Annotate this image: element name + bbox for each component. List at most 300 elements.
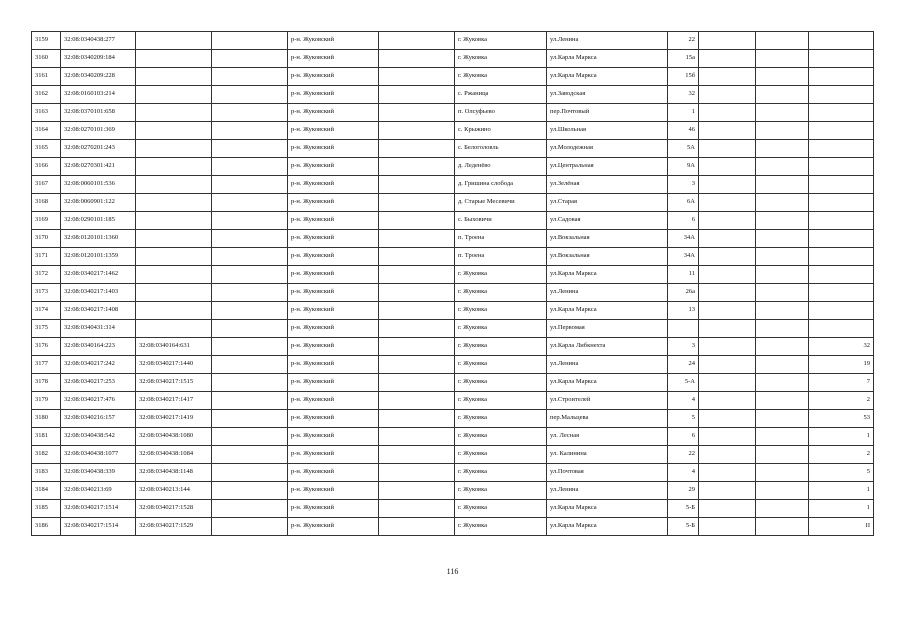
cell-settlement: г. Жуковка [455, 338, 547, 356]
cell-parent-cadastral-number: 32:08:0340217:1419 [136, 410, 212, 428]
cell-cadastral-number: 32:08:0160103:214 [61, 86, 136, 104]
cell-empty [699, 302, 756, 320]
cell-settlement: д. Гришина слобода [455, 176, 547, 194]
cell-record-number: 3174 [32, 302, 61, 320]
cell-district: р-н. Жуковский [288, 158, 379, 176]
cell-cadastral-number: 32:08:0340217:1403 [61, 284, 136, 302]
cell-apartment: 1 [809, 428, 874, 446]
cell-street: ул.Зелёная [547, 176, 668, 194]
cell-apartment [809, 230, 874, 248]
cell-district: р-н. Жуковский [288, 68, 379, 86]
table-row [32, 86, 874, 104]
cell-house: 46 [668, 122, 699, 140]
table-row [32, 284, 874, 302]
table-row [32, 518, 874, 536]
cell-house: 5-Б [668, 518, 699, 536]
cell-district: р-н. Жуковский [288, 284, 379, 302]
cell-house: 15б [668, 68, 699, 86]
cell-district: р-н. Жуковский [288, 320, 379, 338]
table-row [32, 428, 874, 446]
cell-apartment: 1 [809, 482, 874, 500]
cell-district: р-н. Жуковский [288, 248, 379, 266]
cell-parent-cadastral-number: 32:08:0340438:1080 [136, 428, 212, 446]
cell-settlement: п. Троена [455, 230, 547, 248]
cell-empty [212, 374, 288, 392]
table-row [32, 266, 874, 284]
cell-district: р-н. Жуковский [288, 32, 379, 50]
cell-apartment [809, 284, 874, 302]
cell-empty [756, 392, 809, 410]
cell-street: ул.Карла Либкнехта [547, 338, 668, 356]
cell-record-number: 3186 [32, 518, 61, 536]
cell-settlement: г. Жуковка [455, 356, 547, 374]
cell-empty [212, 428, 288, 446]
cell-empty [212, 284, 288, 302]
cell-house: 5А [668, 140, 699, 158]
cell-record-number: 3185 [32, 500, 61, 518]
cell-district: р-н. Жуковский [288, 302, 379, 320]
cell-settlement: г. Жуковка [455, 302, 547, 320]
cell-district: р-н. Жуковский [288, 266, 379, 284]
cell-settlement: г. Жуковка [455, 266, 547, 284]
cell-empty [699, 464, 756, 482]
cell-empty [379, 212, 455, 230]
table-row [32, 230, 874, 248]
cell-street: ул.Строителей [547, 392, 668, 410]
cell-house: 34А [668, 230, 699, 248]
cell-empty [379, 176, 455, 194]
cell-cadastral-number: 32:08:0340217:476 [61, 392, 136, 410]
cell-record-number: 3169 [32, 212, 61, 230]
cell-district: р-н. Жуковский [288, 212, 379, 230]
cell-empty [699, 428, 756, 446]
cell-settlement: г. Жуковка [455, 284, 547, 302]
cell-cadastral-number: 32:08:0340438:277 [61, 32, 136, 50]
cell-apartment: 2 [809, 446, 874, 464]
cell-empty [699, 86, 756, 104]
cell-empty [756, 464, 809, 482]
cell-empty [699, 500, 756, 518]
cell-empty [379, 392, 455, 410]
cell-empty [699, 104, 756, 122]
table-row [32, 302, 874, 320]
cell-district: р-н. Жуковский [288, 194, 379, 212]
cell-cadastral-number: 32:08:0340431:314 [61, 320, 136, 338]
cell-record-number: 3177 [32, 356, 61, 374]
cell-empty [756, 410, 809, 428]
cell-street: ул.Карла Маркса [547, 302, 668, 320]
cell-cadastral-number: 32:08:0270101:369 [61, 122, 136, 140]
cell-empty [756, 356, 809, 374]
cell-apartment: 5 [809, 464, 874, 482]
cell-district: р-н. Жуковский [288, 410, 379, 428]
cell-street: ул.Карла Маркса [547, 500, 668, 518]
cell-record-number: 3163 [32, 104, 61, 122]
cell-house: 5 [668, 410, 699, 428]
cell-record-number: 3176 [32, 338, 61, 356]
table-row [32, 158, 874, 176]
cell-empty [756, 428, 809, 446]
cell-empty [212, 122, 288, 140]
cell-house: 4 [668, 464, 699, 482]
cell-empty [212, 248, 288, 266]
cell-district: р-н. Жуковский [288, 518, 379, 536]
cell-house: 34А [668, 248, 699, 266]
cell-empty [699, 266, 756, 284]
cell-empty [699, 50, 756, 68]
cell-street: ул.Ленина [547, 482, 668, 500]
cell-empty [756, 518, 809, 536]
table-row [32, 374, 874, 392]
cell-district: р-н. Жуковский [288, 230, 379, 248]
cell-empty [699, 140, 756, 158]
cell-parent-cadastral-number [136, 320, 212, 338]
cell-apartment: 7 [809, 374, 874, 392]
table-row [32, 338, 874, 356]
cell-settlement: г. Жуковка [455, 518, 547, 536]
cell-street: ул.Карла Маркса [547, 518, 668, 536]
cell-house: 15а [668, 50, 699, 68]
cell-empty [756, 266, 809, 284]
cell-settlement: г. Жуковка [455, 68, 547, 86]
cell-empty [699, 518, 756, 536]
cell-parent-cadastral-number [136, 194, 212, 212]
cell-street: ул.Школьная [547, 122, 668, 140]
cell-street: ул. Калинина [547, 446, 668, 464]
cell-record-number: 3161 [32, 68, 61, 86]
cell-parent-cadastral-number [136, 302, 212, 320]
cell-settlement: г. Жуковка [455, 428, 547, 446]
cell-parent-cadastral-number [136, 230, 212, 248]
cell-empty [379, 122, 455, 140]
cell-parent-cadastral-number: 32:08:0340213:144 [136, 482, 212, 500]
cell-empty [212, 50, 288, 68]
table-row [32, 320, 874, 338]
table-row [32, 212, 874, 230]
cell-empty [379, 266, 455, 284]
cell-apartment [809, 68, 874, 86]
cell-cadastral-number: 32:08:0370101:658 [61, 104, 136, 122]
cell-parent-cadastral-number [136, 86, 212, 104]
table-row [32, 482, 874, 500]
cell-empty [699, 212, 756, 230]
cell-cadastral-number: 32:08:0340209:184 [61, 50, 136, 68]
table-row [32, 356, 874, 374]
cell-street: ул.Ленина [547, 32, 668, 50]
cell-apartment [809, 212, 874, 230]
cell-empty [756, 140, 809, 158]
cell-cadastral-number: 32:08:0340217:242 [61, 356, 136, 374]
cell-empty [756, 68, 809, 86]
cell-settlement: п. Олсуфьево [455, 104, 547, 122]
cell-settlement: г. Жуковка [455, 464, 547, 482]
cell-empty [756, 302, 809, 320]
cell-empty [699, 356, 756, 374]
table-row [32, 176, 874, 194]
cell-record-number: 3182 [32, 446, 61, 464]
table-row [32, 122, 874, 140]
cell-cadastral-number: 32:08:0120101:1360 [61, 230, 136, 248]
cell-empty [212, 500, 288, 518]
cell-empty [212, 140, 288, 158]
table-row [32, 50, 874, 68]
cell-empty [756, 446, 809, 464]
cell-cadastral-number: 32:08:0060901:122 [61, 194, 136, 212]
cell-district: р-н. Жуковский [288, 140, 379, 158]
cell-apartment [809, 32, 874, 50]
cell-apartment [809, 176, 874, 194]
cell-empty [379, 320, 455, 338]
cell-empty [212, 356, 288, 374]
cell-empty [379, 86, 455, 104]
cell-parent-cadastral-number: 32:08:0340438:1084 [136, 446, 212, 464]
cell-street: ул.Карла Маркса [547, 266, 668, 284]
cell-empty [756, 176, 809, 194]
cell-apartment [809, 248, 874, 266]
cell-settlement: г. Жуковка [455, 482, 547, 500]
cell-empty [379, 500, 455, 518]
cell-record-number: 3160 [32, 50, 61, 68]
cell-district: р-н. Жуковский [288, 392, 379, 410]
cell-settlement: г. Жуковка [455, 374, 547, 392]
cell-empty [379, 158, 455, 176]
cell-street: ул.Первомая [547, 320, 668, 338]
cell-settlement: с. Ржаница [455, 86, 547, 104]
table-row [32, 248, 874, 266]
cell-empty [699, 68, 756, 86]
cell-cadastral-number: 32:08:0340217:1408 [61, 302, 136, 320]
cell-empty [379, 428, 455, 446]
cell-empty [699, 320, 756, 338]
cell-apartment [809, 158, 874, 176]
cell-record-number: 3179 [32, 392, 61, 410]
table-row [32, 446, 874, 464]
cell-district: р-н. Жуковский [288, 50, 379, 68]
cell-street: ул.Почтовая [547, 464, 668, 482]
cell-apartment [809, 140, 874, 158]
table-row [32, 140, 874, 158]
cell-empty [212, 392, 288, 410]
cell-empty [756, 104, 809, 122]
cell-apartment [809, 50, 874, 68]
cell-house: 26а [668, 284, 699, 302]
cell-street: ул.Садовая [547, 212, 668, 230]
table-row [32, 194, 874, 212]
cell-apartment: 2 [809, 392, 874, 410]
cell-house: 5-Б [668, 500, 699, 518]
cell-empty [212, 86, 288, 104]
cell-parent-cadastral-number [136, 122, 212, 140]
cell-house: 4 [668, 392, 699, 410]
cell-empty [212, 302, 288, 320]
cell-settlement: с. Белоголовль [455, 140, 547, 158]
cell-street: ул. Лесная [547, 428, 668, 446]
cell-empty [699, 338, 756, 356]
cell-record-number: 3164 [32, 122, 61, 140]
cell-house: 6 [668, 212, 699, 230]
cell-empty [212, 320, 288, 338]
cell-settlement: г. Жуковка [455, 50, 547, 68]
cell-settlement: г. Жуковка [455, 392, 547, 410]
cell-settlement: г. Жуковка [455, 410, 547, 428]
cell-apartment [809, 320, 874, 338]
cell-cadastral-number: 32:08:0290101:185 [61, 212, 136, 230]
cell-empty [212, 464, 288, 482]
cell-parent-cadastral-number: 32:08:0340217:1515 [136, 374, 212, 392]
cell-empty [756, 320, 809, 338]
cell-empty [756, 50, 809, 68]
cell-apartment: II [809, 518, 874, 536]
cell-empty [756, 86, 809, 104]
cell-empty [379, 482, 455, 500]
cell-empty [756, 194, 809, 212]
cell-house [668, 320, 699, 338]
cell-empty [699, 248, 756, 266]
cell-empty [212, 446, 288, 464]
cell-parent-cadastral-number: 32:08:0340217:1528 [136, 500, 212, 518]
cell-empty [379, 284, 455, 302]
cell-house: 24 [668, 356, 699, 374]
cell-street: пер.Мальцева [547, 410, 668, 428]
cell-cadastral-number: 32:08:0340438:339 [61, 464, 136, 482]
cell-empty [212, 410, 288, 428]
table-row [32, 68, 874, 86]
cell-house: 5-А [668, 374, 699, 392]
cell-parent-cadastral-number [136, 248, 212, 266]
cell-apartment [809, 104, 874, 122]
cell-house: 22 [668, 32, 699, 50]
cell-empty [756, 284, 809, 302]
cell-settlement: д. Старые Месевичи [455, 194, 547, 212]
cell-parent-cadastral-number: 32:08:0340217:1417 [136, 392, 212, 410]
cell-district: р-н. Жуковский [288, 464, 379, 482]
cell-cadastral-number: 32:08:0340216:157 [61, 410, 136, 428]
cell-street: пер.Почтовый [547, 104, 668, 122]
cell-record-number: 3162 [32, 86, 61, 104]
table-row [32, 32, 874, 50]
cell-record-number: 3178 [32, 374, 61, 392]
cell-empty [699, 284, 756, 302]
cell-record-number: 3159 [32, 32, 61, 50]
cell-empty [379, 32, 455, 50]
cell-street: ул.Заводская [547, 86, 668, 104]
cell-empty [379, 248, 455, 266]
cell-cadastral-number: 32:08:0340438:1077 [61, 446, 136, 464]
cell-district: р-н. Жуковский [288, 500, 379, 518]
cell-record-number: 3170 [32, 230, 61, 248]
cell-empty [756, 374, 809, 392]
cell-district: р-н. Жуковский [288, 122, 379, 140]
cell-district: р-н. Жуковский [288, 104, 379, 122]
cell-cadastral-number: 32:08:0060101:536 [61, 176, 136, 194]
cell-record-number: 3168 [32, 194, 61, 212]
cell-parent-cadastral-number: 32:08:0340217:1440 [136, 356, 212, 374]
cell-apartment: 53 [809, 410, 874, 428]
cell-house: 3 [668, 176, 699, 194]
cell-cadastral-number: 32:08:0340164:223 [61, 338, 136, 356]
cell-parent-cadastral-number [136, 266, 212, 284]
cell-empty [379, 446, 455, 464]
cell-settlement: г. Жуковка [455, 320, 547, 338]
cell-empty [699, 230, 756, 248]
cell-empty [756, 212, 809, 230]
cell-empty [212, 194, 288, 212]
cell-empty [212, 518, 288, 536]
cell-cadastral-number: 32:08:0340209:228 [61, 68, 136, 86]
cell-record-number: 3172 [32, 266, 61, 284]
cell-street: ул.Старая [547, 194, 668, 212]
cell-empty [379, 464, 455, 482]
cell-settlement: г. Жуковка [455, 32, 547, 50]
cell-parent-cadastral-number [136, 68, 212, 86]
cell-empty [212, 338, 288, 356]
cell-house: 1 [668, 104, 699, 122]
cell-empty [699, 446, 756, 464]
table-row [32, 410, 874, 428]
cell-parent-cadastral-number [136, 50, 212, 68]
cell-empty [379, 50, 455, 68]
table-body [32, 32, 874, 536]
cell-record-number: 3180 [32, 410, 61, 428]
table-row [32, 392, 874, 410]
cell-empty [379, 140, 455, 158]
cell-apartment: 32 [809, 338, 874, 356]
cell-empty [379, 356, 455, 374]
cell-empty [212, 266, 288, 284]
cell-parent-cadastral-number [136, 158, 212, 176]
cell-record-number: 3165 [32, 140, 61, 158]
cell-street: ул.Вокзальная [547, 230, 668, 248]
cell-district: р-н. Жуковский [288, 428, 379, 446]
cell-empty [379, 410, 455, 428]
registry-table [31, 31, 874, 536]
cell-apartment: 19 [809, 356, 874, 374]
cell-settlement: г. Жуковка [455, 446, 547, 464]
table-row [32, 104, 874, 122]
cell-parent-cadastral-number [136, 104, 212, 122]
cell-street: ул.Молодежная [547, 140, 668, 158]
table-row [32, 500, 874, 518]
cell-house: 6 [668, 428, 699, 446]
cell-empty [699, 374, 756, 392]
cell-empty [212, 104, 288, 122]
cell-cadastral-number: 32:08:0120101:1359 [61, 248, 136, 266]
cell-parent-cadastral-number [136, 176, 212, 194]
cell-parent-cadastral-number [136, 32, 212, 50]
cell-record-number: 3171 [32, 248, 61, 266]
cell-house: 13 [668, 302, 699, 320]
cell-parent-cadastral-number [136, 284, 212, 302]
cell-apartment [809, 266, 874, 284]
cell-parent-cadastral-number: 32:08:0340438:1148 [136, 464, 212, 482]
cell-house: 32 [668, 86, 699, 104]
cell-district: р-н. Жуковский [288, 482, 379, 500]
cell-empty [379, 518, 455, 536]
cell-empty [699, 122, 756, 140]
cell-empty [756, 338, 809, 356]
cell-street: ул.Карла Маркса [547, 68, 668, 86]
cell-empty [699, 410, 756, 428]
cell-empty [379, 104, 455, 122]
cell-record-number: 3175 [32, 320, 61, 338]
cell-settlement: г. Жуковка [455, 500, 547, 518]
cell-settlement: п. Троена [455, 248, 547, 266]
cell-cadastral-number: 32:08:0340213:69 [61, 482, 136, 500]
cell-district: р-н. Жуковский [288, 374, 379, 392]
cell-empty [699, 482, 756, 500]
cell-record-number: 3184 [32, 482, 61, 500]
cell-cadastral-number: 32:08:0340217:1462 [61, 266, 136, 284]
